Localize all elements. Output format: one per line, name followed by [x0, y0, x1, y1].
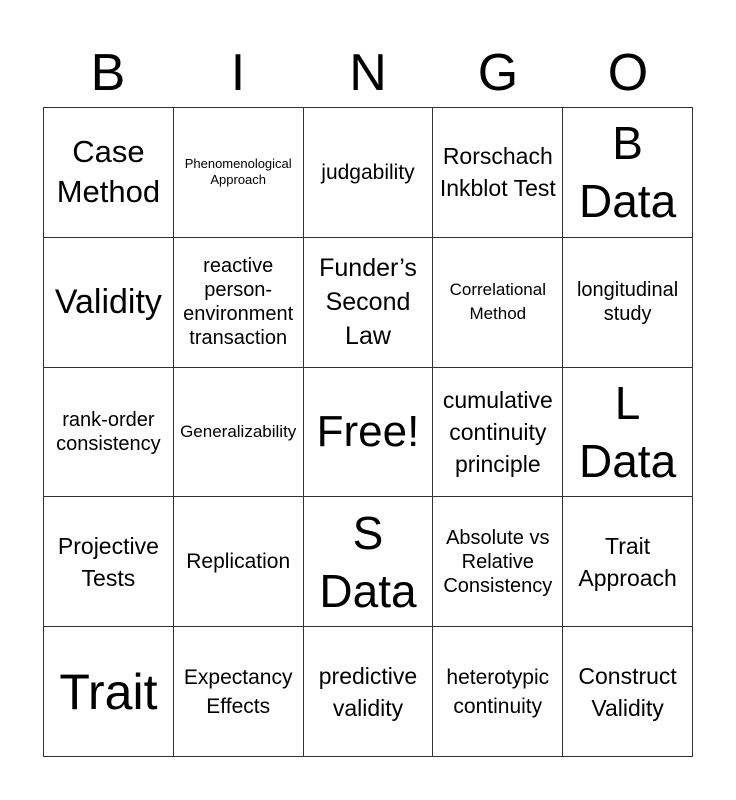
bingo-cell[interactable]: Construct Validity [563, 627, 693, 757]
bingo-cell[interactable]: reactive person-environment transaction [173, 237, 303, 367]
bingo-cell[interactable]: Correlational Method [433, 237, 563, 367]
bingo-cell[interactable]: Replication [173, 497, 303, 627]
header-letter-b: B [90, 44, 126, 102]
bingo-cell[interactable]: L Data [563, 367, 693, 497]
bingo-cell[interactable]: longitudinal study [563, 237, 693, 367]
bingo-header [43, 38, 693, 108]
bingo-cell[interactable]: predictive validity [303, 627, 433, 757]
bingo-cell[interactable]: heterotypic continuity [433, 627, 563, 757]
bingo-cell[interactable]: Trait Approach [563, 497, 693, 627]
header-letter-g: G [477, 44, 519, 102]
bingo-cell[interactable]: cumulative continuity principle [433, 367, 563, 497]
bingo-cell[interactable]: B Data [563, 108, 693, 238]
board-row [44, 108, 693, 238]
bingo-cell[interactable]: Rorschach Inkblot Test [433, 108, 563, 238]
board-row [44, 367, 693, 497]
bingo-cell[interactable]: S Data [303, 497, 433, 627]
header-letter-i: I [230, 44, 246, 102]
header-letter-n: N [349, 44, 387, 102]
board-row [44, 627, 693, 757]
free-space-cell[interactable]: Free! [303, 367, 433, 497]
header-letter-o: O [607, 44, 649, 102]
bingo-cell[interactable]: judgability [303, 108, 433, 238]
bingo-cell[interactable]: Funder’s Second Law [303, 237, 433, 367]
bingo-board [43, 107, 693, 757]
bingo-cell[interactable]: Projective Tests [44, 497, 174, 627]
bingo-cell[interactable]: Validity [44, 237, 174, 367]
bingo-cell[interactable]: Phenomenological Approach [173, 108, 303, 238]
board-row [44, 237, 693, 367]
bingo-cell[interactable]: Expectancy Effects [173, 627, 303, 757]
bingo-cell[interactable]: rank-order consistency [44, 367, 174, 497]
bingo-cell[interactable]: Case Method [44, 108, 174, 238]
bingo-cell[interactable]: Absolute vs Relative Consistency [433, 497, 563, 627]
bingo-cell[interactable]: Generalizability [173, 367, 303, 497]
bingo-cell[interactable]: Trait [44, 627, 174, 757]
board-row [44, 497, 693, 627]
